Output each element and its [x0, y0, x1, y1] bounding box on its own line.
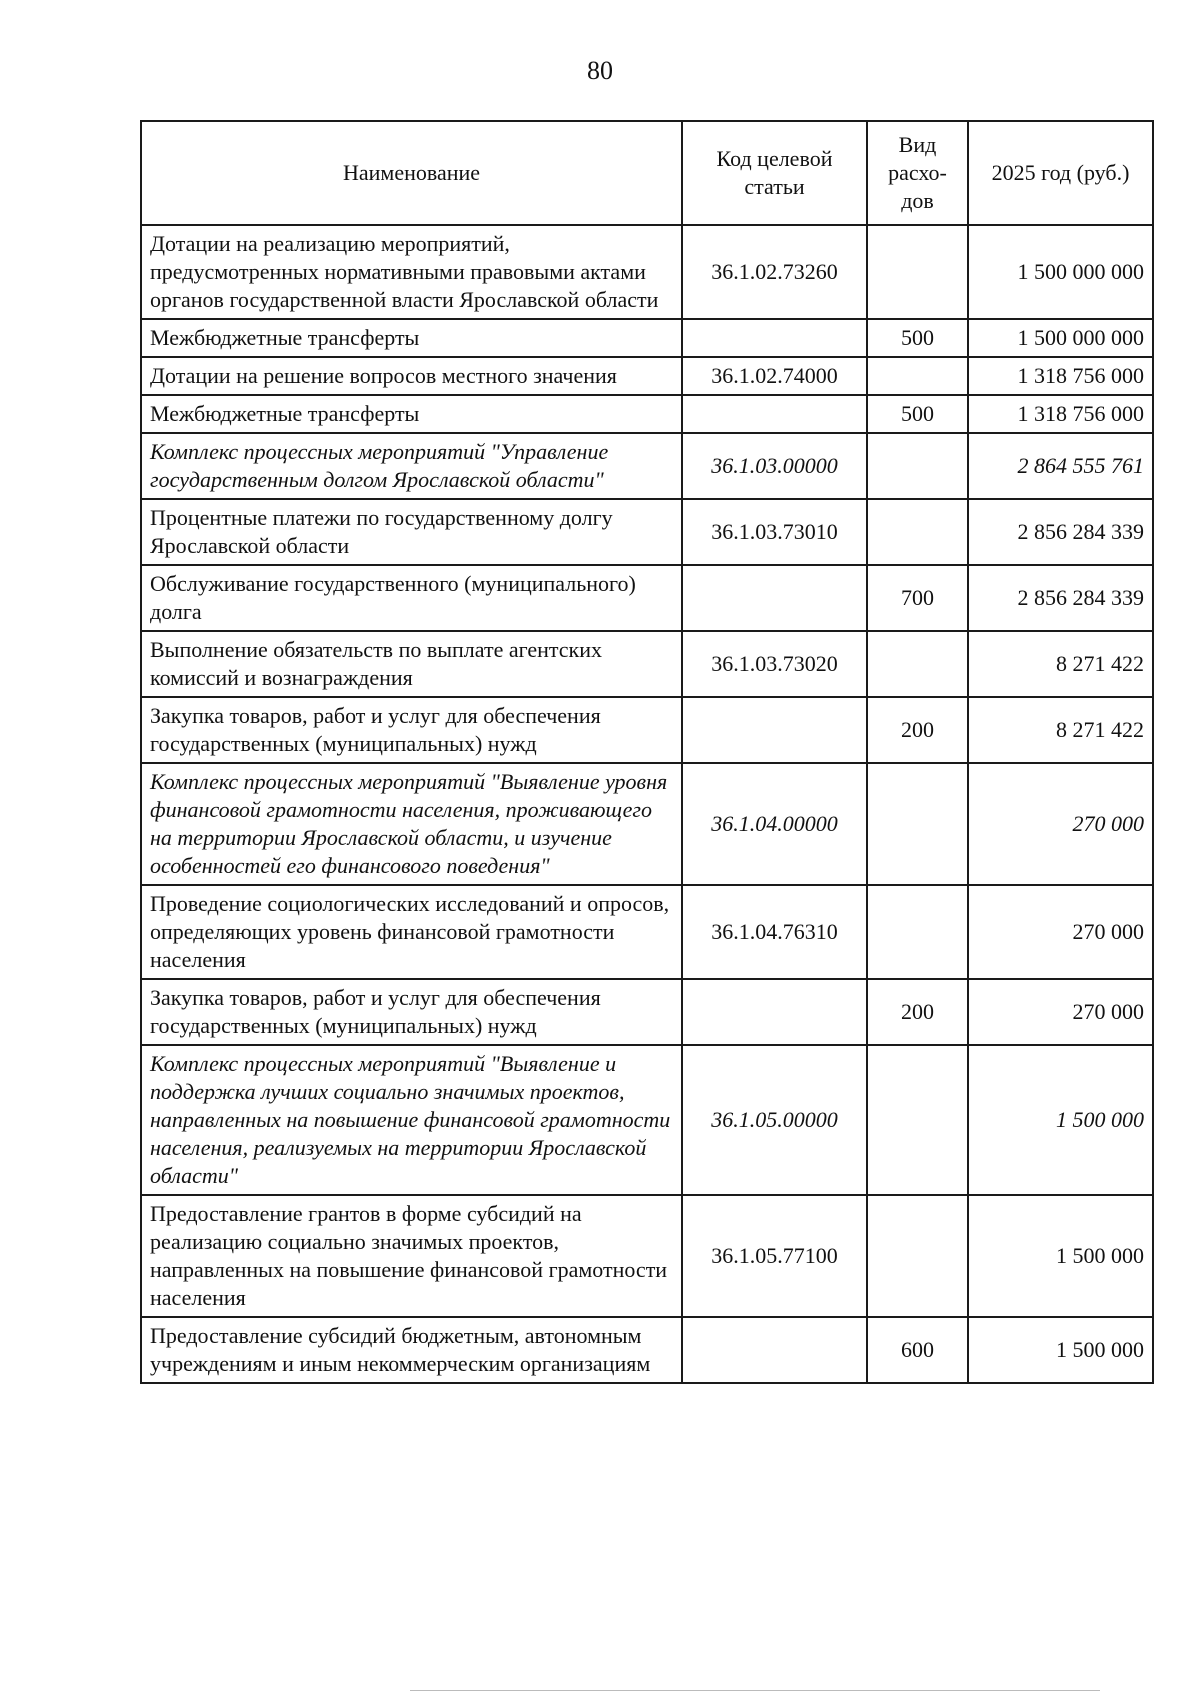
- cell-sum: 8 271 422: [968, 697, 1153, 763]
- table-row: [141, 319, 1153, 357]
- cell-code: 36.1.02.74000: [682, 357, 867, 395]
- cell-code: [682, 565, 867, 631]
- table-row: [141, 1045, 1153, 1195]
- bottom-rule: [410, 1690, 1100, 1691]
- cell-type: 500: [867, 319, 968, 357]
- table-row: [141, 885, 1153, 979]
- cell-name: Предоставление субсидий бюджетным, автономным учреждениям и иным некоммерческим организациям: [141, 1317, 682, 1383]
- cell-type: [867, 631, 968, 697]
- table-row: [141, 433, 1153, 499]
- cell-type: [867, 763, 968, 885]
- header-type: Вид расхо-дов: [867, 121, 968, 225]
- cell-sum: 2 856 284 339: [968, 499, 1153, 565]
- cell-type: [867, 225, 968, 319]
- header-name: Наименование: [141, 121, 682, 225]
- cell-code: [682, 1317, 867, 1383]
- cell-name: Выполнение обязательств по выплате агентских комиссий и вознаграждения: [141, 631, 682, 697]
- table-row: [141, 395, 1153, 433]
- cell-type: 500: [867, 395, 968, 433]
- cell-code: [682, 319, 867, 357]
- cell-name: Комплекс процессных мероприятий "Выявление уровня финансовой грамотности населения, проживающего на территории Ярославской области, и изучение особенностей его финансового поведения": [141, 763, 682, 885]
- cell-type: 200: [867, 697, 968, 763]
- table-row: [141, 631, 1153, 697]
- cell-name: Комплекс процессных мероприятий "Управление государственным долгом Ярославской области": [141, 433, 682, 499]
- cell-sum: 1 318 756 000: [968, 357, 1153, 395]
- page-number: 80: [587, 56, 613, 85]
- cell-type: 200: [867, 979, 968, 1045]
- table-row: [141, 1317, 1153, 1383]
- cell-code: [682, 697, 867, 763]
- cell-sum: 270 000: [968, 979, 1153, 1045]
- cell-name: Комплекс процессных мероприятий "Выявление и поддержка лучших социально значимых проектов, направленных на повышение финансовой грамотности населения, реализуемых на территории Ярославской области": [141, 1045, 682, 1195]
- cell-sum: 8 271 422: [968, 631, 1153, 697]
- cell-sum: 1 500 000: [968, 1045, 1153, 1195]
- cell-name: Проведение социологических исследований и опросов, определяющих уровень финансовой грамотности населения: [141, 885, 682, 979]
- cell-code: [682, 395, 867, 433]
- cell-type: [867, 357, 968, 395]
- cell-code: 36.1.03.73010: [682, 499, 867, 565]
- cell-sum: 270 000: [968, 763, 1153, 885]
- cell-name: Обслуживание государственного (муниципального) долга: [141, 565, 682, 631]
- cell-name: Процентные платежи по государственному долгу Ярославской области: [141, 499, 682, 565]
- cell-sum: 1 318 756 000: [968, 395, 1153, 433]
- cell-code: 36.1.04.00000: [682, 763, 867, 885]
- cell-sum: 1 500 000: [968, 1195, 1153, 1317]
- cell-type: [867, 1195, 968, 1317]
- cell-type: [867, 1045, 968, 1195]
- table-row: [141, 499, 1153, 565]
- cell-sum: 1 500 000: [968, 1317, 1153, 1383]
- table-row: [141, 979, 1153, 1045]
- cell-sum: 2 864 555 761: [968, 433, 1153, 499]
- cell-type: [867, 499, 968, 565]
- cell-name: Закупка товаров, работ и услуг для обеспечения государственных (муниципальных) нужд: [141, 979, 682, 1045]
- cell-type: [867, 885, 968, 979]
- cell-type: 700: [867, 565, 968, 631]
- cell-sum: 270 000: [968, 885, 1153, 979]
- table-row: [141, 565, 1153, 631]
- table-row: [141, 763, 1153, 885]
- table-row: [141, 697, 1153, 763]
- cell-type: [867, 433, 968, 499]
- cell-name: Закупка товаров, работ и услуг для обеспечения государственных (муниципальных) нужд: [141, 697, 682, 763]
- cell-code: 36.1.05.00000: [682, 1045, 867, 1195]
- table-row: [141, 1195, 1153, 1317]
- cell-sum: 2 856 284 339: [968, 565, 1153, 631]
- cell-name: Предоставление грантов в форме субсидий на реализацию социально значимых проектов, направленных на повышение финансовой грамотности населения: [141, 1195, 682, 1317]
- table-row: [141, 357, 1153, 395]
- cell-type: 600: [867, 1317, 968, 1383]
- cell-code: 36.1.05.77100: [682, 1195, 867, 1317]
- header-code: Код целевой статьи: [682, 121, 867, 225]
- cell-code: 36.1.04.76310: [682, 885, 867, 979]
- cell-name: Дотации на решение вопросов местного значения: [141, 357, 682, 395]
- budget-table: [140, 120, 1154, 1384]
- cell-name: Межбюджетные трансферты: [141, 319, 682, 357]
- cell-code: 36.1.02.73260: [682, 225, 867, 319]
- cell-code: 36.1.03.00000: [682, 433, 867, 499]
- header-row: [141, 121, 1153, 225]
- cell-code: [682, 979, 867, 1045]
- cell-sum: 1 500 000 000: [968, 319, 1153, 357]
- table-row: [141, 225, 1153, 319]
- cell-code: 36.1.03.73020: [682, 631, 867, 697]
- cell-name: Дотации на реализацию мероприятий, предусмотренных нормативными правовыми актами органов государственной власти Ярославской области: [141, 225, 682, 319]
- cell-name: Межбюджетные трансферты: [141, 395, 682, 433]
- cell-sum: 1 500 000 000: [968, 225, 1153, 319]
- header-sum: 2025 год (руб.): [968, 121, 1153, 225]
